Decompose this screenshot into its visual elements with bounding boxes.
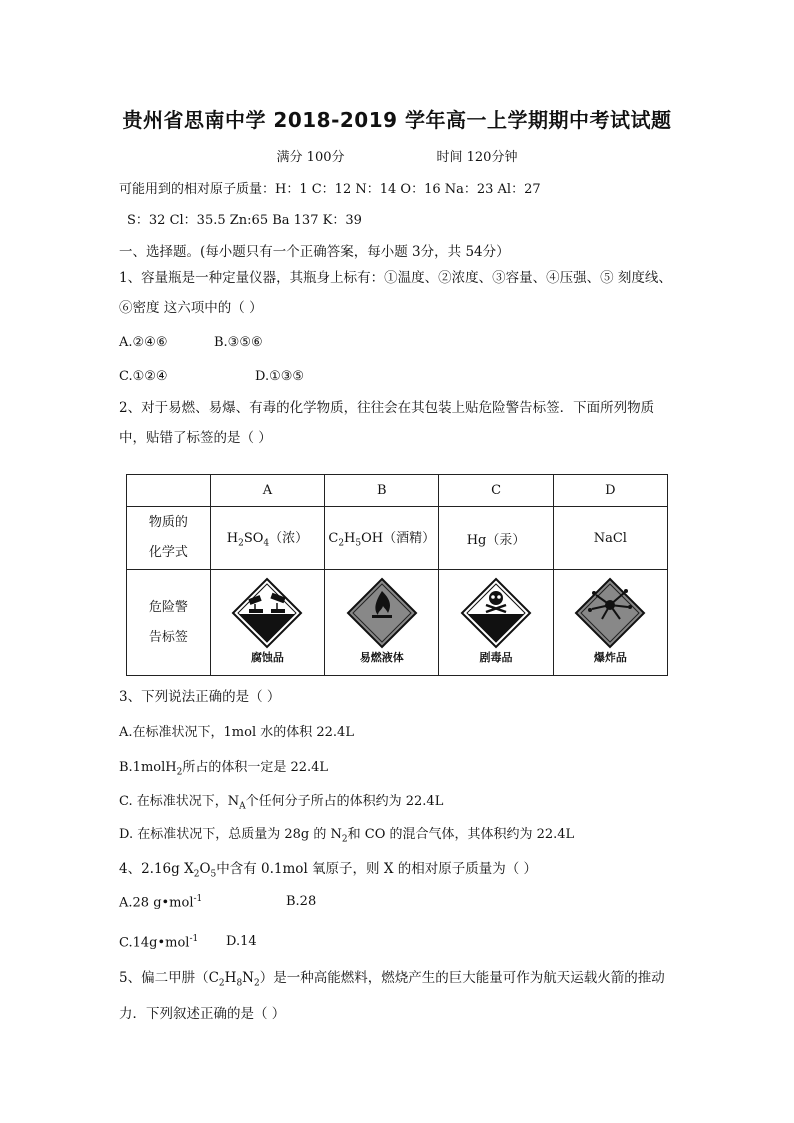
q3-option-b: B.1molH$_2$所占的体积一定是 22.4L	[119, 760, 329, 778]
q1-option-c: C.①②④	[119, 369, 168, 384]
q4-option-b: B.28	[286, 894, 317, 909]
label-flammable: 易燃液体	[359, 650, 404, 664]
question-2: 2、对于易燃、易爆、有毒的化学物质，往往会在其包装上贴危险警告标签．下面所列物质中，贴错了标签的是（ ）	[119, 400, 655, 446]
flame-icon	[346, 577, 418, 651]
q4-option-c: C.14g•mol$^{-1}$	[119, 934, 199, 951]
atomic-masses-line-2: S：32 Cl：35.5 Zn:65 Ba 137 K：39	[127, 213, 362, 228]
header-c: C	[439, 475, 553, 507]
q1-option-b: B.③⑤⑥	[214, 335, 263, 350]
label-corrosive: 腐蚀品	[250, 650, 284, 664]
header-b: B	[325, 475, 439, 507]
skull-icon	[460, 577, 532, 651]
q4-option-a: A.28 g•mol$^{-1}$	[119, 894, 203, 911]
q3-option-c: C. 在标准状况下，$N_A$个任何分子所占的体积约为 22.4L	[119, 794, 444, 812]
table-corner	[127, 475, 211, 507]
label-cell-b	[325, 570, 439, 676]
question-5: 5、偏二甲肼$(C_2H_8N_2)$是一种高能燃料，燃烧产生的巨大能量可作为航天运载火箭的推动力．下列叙述正确的是（ ）	[119, 970, 665, 1022]
header-a: A	[210, 475, 324, 507]
formula-d: NaCl	[553, 507, 667, 570]
question-1: 1、容量瓶是一种定量仪器，其瓶身上标有：①温度、②浓度、③容量、④压强、⑤ 刻度线、⑥密度 这六项中的（ ）	[119, 270, 672, 316]
q1-option-a: A.②④⑥	[119, 335, 168, 350]
page-title: 贵州省思南中学 2018-2019 学年高一上学期期中考试试题	[122, 108, 672, 132]
exam-meta	[0, 146, 794, 165]
exam-time: 时间 120分钟	[436, 150, 518, 165]
q3-option-a: A.在标准状况下，1mol 水的体积 22.4L	[119, 725, 354, 740]
question-3: 3、下列说法正确的是（ ）	[119, 689, 281, 705]
atomic-masses-line-1: 可能用到的相对原子质量：H：1 C：12 N：14 O：16 Na：23 Al：27	[119, 182, 541, 197]
corrosive-icon	[231, 577, 303, 651]
formula-row-label: 物质的 化学式	[127, 507, 211, 570]
formula-b: $C_2H_5OH$（酒精）	[325, 507, 439, 570]
formula-a: $H_2SO_4$（浓）	[210, 507, 324, 570]
q1-option-d: D.①③⑤	[255, 369, 305, 384]
q4-option-d: D.14	[226, 934, 257, 949]
label-explosive: 爆炸品	[593, 650, 627, 664]
label-cell-c	[439, 570, 553, 676]
label-toxic: 剧毒品	[479, 650, 513, 664]
label-row-label: 危险警 告标签	[127, 570, 211, 676]
formula-c: Hg（汞）	[439, 507, 553, 570]
header-d: D	[553, 475, 667, 507]
hazard-table	[126, 474, 668, 676]
question-4: 4、2.16g $X_2O_5$中含有 0.1mol 氧原子，则 X 的相对原子质量为（ ）	[119, 861, 538, 880]
explosion-icon	[574, 577, 646, 651]
section-heading: 一、选择题。(每小题只有一个正确答案，每小题 3分，共 54分）	[119, 244, 510, 260]
q3-option-d: D. 在标准状况下，总质量为 28g 的 $N_2$和 CO 的混合气体，其体积约为 22.4L	[119, 827, 575, 845]
label-cell-d	[553, 570, 667, 676]
full-score: 满分 100分	[276, 150, 345, 165]
label-cell-a	[210, 570, 324, 676]
